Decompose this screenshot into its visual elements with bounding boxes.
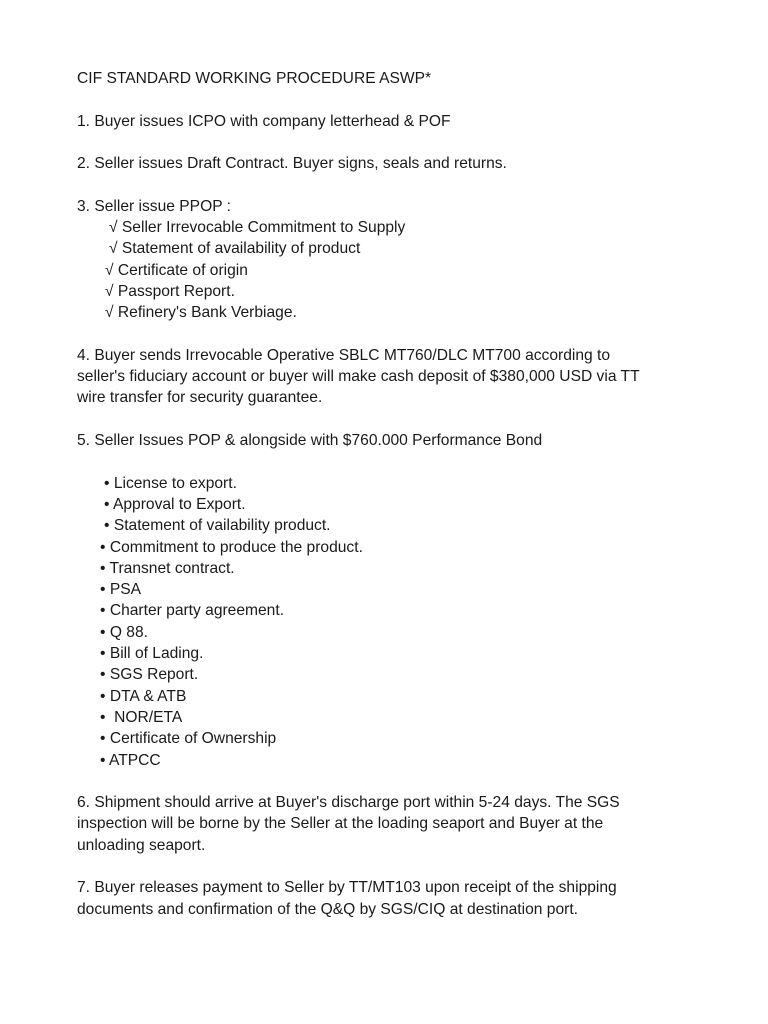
check-mark-icon: √ bbox=[105, 304, 114, 322]
bullet-icon: • bbox=[100, 645, 106, 663]
bullet-icon: • bbox=[104, 474, 110, 492]
spacer bbox=[77, 89, 727, 110]
spacer bbox=[77, 451, 727, 472]
step-5-item bbox=[77, 494, 727, 515]
check-mark-icon: √ bbox=[105, 261, 114, 279]
step-4-line: seller's fiduciary account or buyer will make cash deposit of $380,000 USD via TT bbox=[77, 368, 640, 386]
step-5-item bbox=[77, 515, 727, 536]
step-3-item bbox=[77, 281, 727, 302]
bullet-icon: • bbox=[100, 538, 106, 556]
bullet-icon: • bbox=[100, 687, 106, 705]
step-5-item-text: Bill of Lading. bbox=[109, 645, 204, 663]
bullet-icon: • bbox=[100, 666, 106, 684]
step-3-item bbox=[77, 302, 727, 323]
step-2: 2. Seller issues Draft Contract. Buyer signs, seals and returns. bbox=[77, 155, 507, 173]
bullet-icon: • bbox=[100, 602, 106, 620]
step-5-item-text: NOR/ETA bbox=[109, 708, 183, 726]
step-5-item-text: DTA & ATB bbox=[109, 687, 187, 705]
document-title: CIF STANDARD WORKING PROCEDURE ASWP* bbox=[77, 70, 432, 87]
bullet-icon: • bbox=[100, 623, 106, 641]
step-5-item bbox=[77, 600, 727, 621]
spacer bbox=[77, 856, 727, 877]
step-3-item bbox=[77, 238, 727, 259]
step-5-item bbox=[77, 537, 727, 558]
step-5-item bbox=[77, 622, 727, 643]
step-3-item-text: Statement of availability of product bbox=[121, 240, 361, 258]
step-5-item-text: Statement of vailability product. bbox=[113, 517, 331, 535]
step-6-line: 6. Shipment should arrive at Buyer's discharge port within 5-24 days. The SGS bbox=[77, 794, 620, 812]
spacer bbox=[77, 174, 727, 195]
step-1: 1. Buyer issues ICPO with company letterhead & POF bbox=[77, 112, 451, 130]
step-5-item-text: License to export. bbox=[113, 474, 237, 492]
check-mark-icon: √ bbox=[109, 240, 118, 258]
bullet-icon: • bbox=[100, 559, 106, 577]
step-4-line: wire transfer for security guarantee. bbox=[77, 389, 323, 407]
step-5-item bbox=[77, 558, 727, 579]
step-4-line: 4. Buyer sends Irrevocable Operative SBLC MT760/DLC MT700 according to bbox=[77, 346, 611, 364]
step-5-item-text: ATPCC bbox=[108, 751, 161, 769]
step-5-item bbox=[77, 728, 727, 749]
step-3-item-text: Seller Irrevocable Commitment to Supply bbox=[121, 219, 406, 237]
step-7-line: 7. Buyer releases payment to Seller by TT/MT103 upon receipt of the shipping bbox=[77, 879, 617, 897]
document-page bbox=[77, 68, 727, 920]
bullet-icon: • bbox=[100, 581, 106, 599]
bullet-icon: • bbox=[100, 708, 106, 726]
step-5-heading: 5. Seller Issues POP & alongside with $760.000 Performance Bond bbox=[77, 432, 543, 450]
step-3-item-text: Passport Report. bbox=[117, 282, 235, 300]
step-3-item bbox=[77, 217, 727, 238]
step-3-item-text: Refinery's Bank Verbiage. bbox=[117, 304, 297, 322]
bullet-icon: • bbox=[104, 517, 110, 535]
spacer bbox=[77, 771, 727, 792]
step-5-item bbox=[77, 750, 727, 771]
step-5-item-text: Commitment to produce the product. bbox=[109, 538, 363, 556]
step-5-item bbox=[77, 579, 727, 600]
step-5-item bbox=[77, 643, 727, 664]
step-5-item-text: Q 88. bbox=[109, 623, 148, 641]
step-5-item-text: SGS Report. bbox=[109, 666, 199, 684]
step-3-item-text: Certificate of origin bbox=[117, 261, 248, 279]
step-6-line: unloading seaport. bbox=[77, 836, 206, 854]
spacer bbox=[77, 324, 727, 345]
step-7-line: documents and confirmation of the Q&Q by SGS/CIQ at destination port. bbox=[77, 900, 578, 918]
step-5-item-text: Transnet contract. bbox=[109, 559, 235, 577]
step-5-item bbox=[77, 664, 727, 685]
step-6-line: inspection will be borne by the Seller at the loading seaport and Buyer at the bbox=[77, 815, 604, 833]
bullet-icon: • bbox=[104, 495, 110, 513]
step-5-item-text: Charter party agreement. bbox=[109, 602, 285, 620]
step-3-item bbox=[77, 260, 727, 281]
step-5-item bbox=[77, 686, 727, 707]
step-5-item-text: Approval to Export. bbox=[112, 495, 246, 513]
step-5-item-text: PSA bbox=[109, 581, 142, 599]
check-mark-icon: √ bbox=[109, 219, 118, 237]
spacer bbox=[77, 409, 727, 430]
step-5-item bbox=[77, 707, 727, 728]
check-mark-icon: √ bbox=[105, 282, 114, 300]
step-5-item bbox=[77, 473, 727, 494]
bullet-icon: • bbox=[100, 751, 106, 769]
bullet-icon: • bbox=[100, 730, 106, 748]
spacer bbox=[77, 132, 727, 153]
step-3-heading: 3. Seller issue PPOP : bbox=[77, 197, 231, 215]
step-5-item-text: Certificate of Ownership bbox=[109, 730, 277, 748]
